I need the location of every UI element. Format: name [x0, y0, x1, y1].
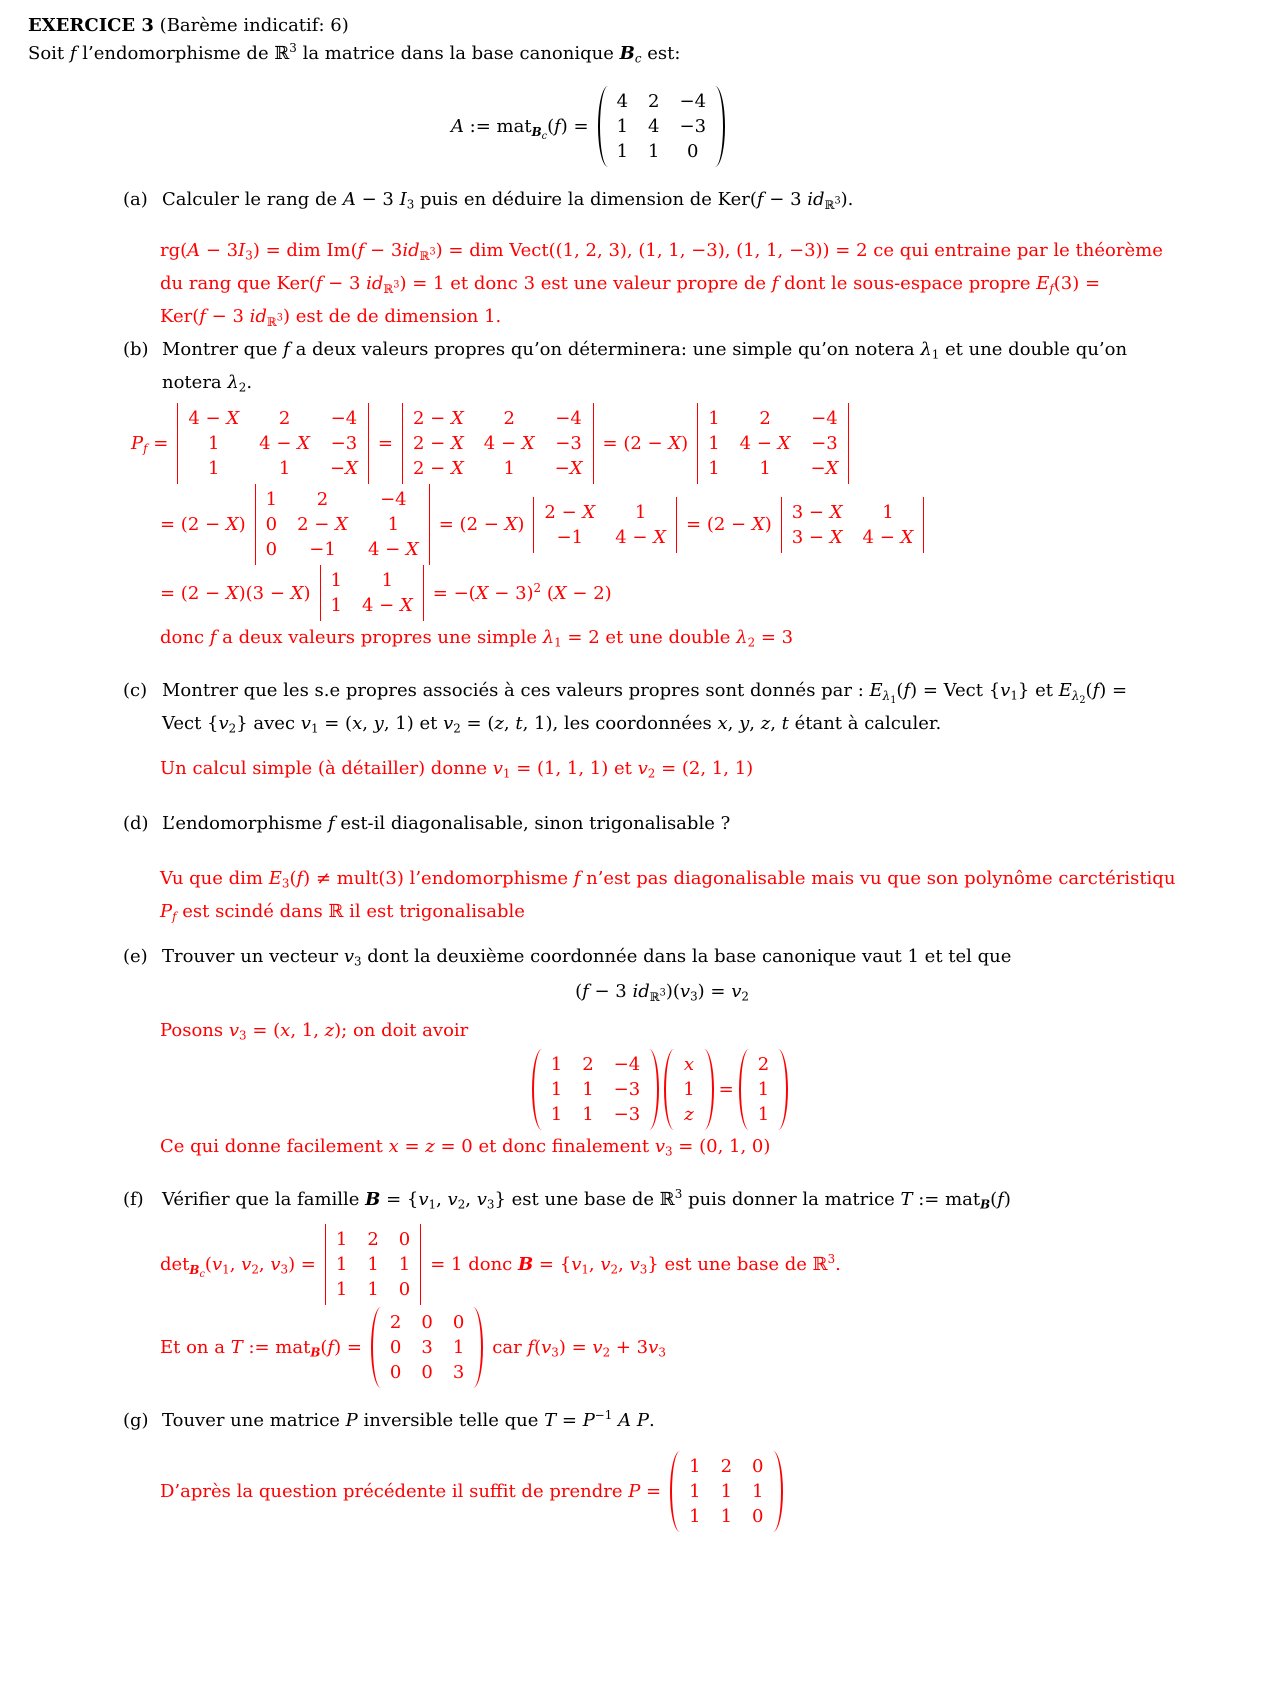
- pf-line-1-lead: $P_f$ =: [131, 433, 169, 456]
- item-g: [123, 1404, 1264, 1437]
- matrix-cell: 1: [550, 1079, 563, 1100]
- pf-line-3-result: = $-(X - 3)^2$ (X − 2): [432, 580, 612, 604]
- item-b-question-line-1: Montrer que f a deux valeurs propres qu’on déterminera: une simple qu’on notera $\lambda_1$ et une double qu’on: [162, 339, 1128, 362]
- matrix-cell: 3: [452, 1362, 465, 1383]
- matrix-cell: 1: [335, 1254, 348, 1275]
- pf-line-1-eq-2: = (2 − X): [602, 433, 689, 454]
- matrix-cell: −X: [329, 458, 358, 479]
- matrix-cell: 2: [503, 408, 515, 429]
- item-a-question-line: Calculer le rang de A − 3 $I_3$ puis en déduire la dimension de Ker(f − 3 $id_{ℝ^3}$).: [162, 189, 854, 212]
- solution-f-T-matrix: [371, 1307, 483, 1388]
- paren-left: [664, 1049, 674, 1130]
- matrix-grid: [680, 1451, 772, 1532]
- item-b-solution: [0, 403, 1264, 654]
- solution-e-matrix-system: [532, 1049, 659, 1130]
- matrix-grid: [322, 565, 422, 621]
- matrix-cell: 1: [616, 141, 629, 162]
- matrix-cell: 0: [452, 1312, 465, 1333]
- matrix-cell: 0: [389, 1362, 402, 1383]
- matrix-A-lead: A := mat$_{B_c}$(f) =: [450, 116, 589, 142]
- item-f-solution: [0, 1224, 1264, 1388]
- pf-line-1-eq-1: =: [377, 433, 393, 454]
- det-bar-right: [847, 403, 849, 484]
- paren-left: [670, 1451, 680, 1532]
- matrix-cell: 1: [757, 1079, 770, 1100]
- matrix-cell: 1: [689, 1506, 701, 1527]
- det-bar-right: [422, 565, 424, 621]
- matrix-cell: 0: [752, 1506, 764, 1527]
- matrix-cell: 1: [335, 1279, 348, 1300]
- matrix-cell: 1: [503, 458, 515, 479]
- solution-f-det-line: [160, 1224, 1264, 1305]
- matrix-cell: 1: [367, 1254, 379, 1275]
- pf-conclusion: donc f a deux valeurs propres une simple $\lambda_1 = 2$ et une double $\lambda_2 = 3$: [160, 627, 794, 650]
- matrix-cell: 2: [316, 489, 329, 510]
- matrix-cell: 0: [421, 1312, 433, 1333]
- item-c-question: [162, 674, 1264, 740]
- matrix-cell: 2: [720, 1456, 733, 1477]
- matrix-cell: 3: [421, 1337, 433, 1358]
- pf-line-2-det-3: [781, 497, 925, 553]
- matrix-cell: 2: [648, 91, 660, 112]
- intro-text: Soit f l’endomorphisme de ℝ$^3$ la matrice dans la base canonique $B_c$ est:: [28, 41, 681, 66]
- matrix-A: [598, 86, 725, 167]
- item-d-question-line: L’endomorphisme f est-il diagonalisable, sinon trigonalisable ?: [162, 813, 731, 834]
- matrix-cell: 1: [616, 116, 629, 137]
- solution-e-posons: Posons $v_3 = (x$, 1, z); on doit avoir: [160, 1020, 469, 1043]
- matrix-cell: 1: [882, 501, 894, 523]
- pf-line-1-det-1: [177, 403, 369, 484]
- pf-line-3-lead: = (2 − X)(3 − X): [160, 582, 311, 604]
- item-c-question-line-1: Montrer que les s.e propres associés à ces valeurs propres sont donnés par : $E_{\lambda_1}(f)$ = Vect $\{v_1\}$ et $E_{\lambda_2}(f)$ =: [162, 680, 1128, 706]
- matrix-cell: 0: [398, 1279, 411, 1300]
- matrix-cell: 1: [208, 433, 220, 454]
- item-f-question: [162, 1183, 1264, 1216]
- paren-left: [371, 1307, 381, 1388]
- matrix-cell: 0: [398, 1229, 411, 1250]
- matrix-cell: 4 − X: [739, 433, 791, 454]
- matrix-cell: 4 − X: [483, 433, 535, 454]
- matrix-cell: −4: [330, 408, 358, 429]
- solution-g-line: [160, 1451, 1264, 1532]
- matrix-cell: −X: [554, 458, 583, 479]
- matrix-grid: [381, 1307, 473, 1388]
- item-c-label: (c): [123, 680, 148, 701]
- solution-c-line: Un calcul simple (à détailler) donne $v_1 = (1$, 1, 1) et $v_2 = (2$, 1, 1): [160, 758, 754, 781]
- item-g-label: (g): [123, 1410, 149, 1431]
- solution-a-line-1: $rg(A - 3I_3)$ = dim $Im(f - 3id_{ℝ^3})$ = dim Vect((1, 2, 3), (1, 1, −3), (1, 1, −3)) = 2 ce qui entraine par le théorème: [160, 240, 1163, 263]
- matrix-cell: 2 − X: [544, 501, 596, 523]
- solution-f-T-lead: Et on a T := mat$_B$(f) =: [160, 1337, 362, 1360]
- item-b: [123, 333, 1264, 399]
- matrix-cell: 4: [648, 116, 660, 137]
- matrix-cell: 1: [330, 595, 342, 616]
- pf-line-2-eq-1: = (2 − X): [438, 514, 525, 535]
- matrix-cell: 4 − X: [862, 526, 914, 548]
- item-g-question: [162, 1404, 1264, 1437]
- matrix-cell: 1: [689, 1481, 701, 1502]
- matrix-grid: [699, 403, 847, 484]
- solution-d-line-2: $P_f$ est scindé dans ℝ il est trigonalisable: [160, 901, 525, 924]
- det-bar-right: [428, 484, 430, 565]
- paren-right: [715, 86, 725, 167]
- pf-line-1-det-2: [402, 403, 594, 484]
- item-d-question: [162, 807, 1264, 840]
- matrix-grid: [404, 403, 592, 484]
- matrix-grid: [179, 403, 367, 484]
- matrix-cell: −4: [811, 408, 838, 429]
- matrix-cell: −3: [613, 1079, 641, 1100]
- matrix-cell: −3: [555, 433, 582, 454]
- exercise-title-bold: EXERCICE 3: [28, 15, 154, 36]
- matrix-cell: 1: [265, 489, 278, 510]
- solution-g-P-matrix: [670, 1451, 782, 1532]
- item-d-solution: [160, 862, 1264, 928]
- matrix-cell: 1: [582, 1104, 594, 1125]
- matrix-cell: 1: [582, 1079, 594, 1100]
- item-b-question: [162, 333, 1264, 399]
- paren-right: [773, 1451, 783, 1532]
- matrix-cell: 1: [683, 1079, 695, 1100]
- pf-line-2: [160, 484, 1264, 565]
- matrix-cell: 0: [752, 1456, 764, 1477]
- matrix-grid: [674, 1049, 703, 1130]
- solution-e-equals: =: [718, 1079, 734, 1100]
- exercise-title: [28, 12, 1264, 40]
- matrix-cell: 4 − X: [259, 433, 310, 454]
- matrix-cell: −4: [613, 1054, 641, 1075]
- paren-right: [649, 1049, 659, 1130]
- item-b-question-line-2: notera $\lambda_2$.: [162, 372, 253, 395]
- matrix-grid: [257, 484, 428, 565]
- solution-e-matrix-rhs: [739, 1049, 788, 1130]
- item-e-display-equation: [30, 981, 1264, 1002]
- solution-f-T-line: [160, 1307, 1264, 1388]
- solution-f-det-result: = 1 donc $B = \{v_1$, $v_2$, $v_3$} est une base de ℝ$^3$.: [430, 1252, 841, 1277]
- matrix-cell: 1: [648, 141, 660, 162]
- matrix-cell: 1: [381, 570, 394, 591]
- matrix-cell: 1: [634, 501, 647, 523]
- item-c: [123, 674, 1264, 740]
- matrix-cell: 1: [208, 458, 220, 479]
- solution-e-matrix-unknowns: [664, 1049, 713, 1130]
- matrix-cell: −1: [309, 539, 336, 560]
- paren-right: [704, 1049, 714, 1130]
- solution-e-conclusion: Ce qui donne facilement x = z = 0 et donc finalement $v_3 = (0$, 1, 0): [160, 1136, 771, 1159]
- matrix-cell: 2 − X: [297, 514, 348, 535]
- det-bar-right: [592, 403, 594, 484]
- pf-line-2-lead: = (2 − X): [160, 514, 246, 535]
- matrix-cell: 1: [452, 1337, 465, 1358]
- solution-a-line-2: du rang que Ker(f − 3 $id_{ℝ^3}) = 1$ et donc 3 est une valeur propre de f dont le sous-espace propre $E_f(3)$ =: [160, 273, 1101, 296]
- pf-line-3-det-1: [320, 565, 424, 621]
- matrix-grid: [327, 1224, 419, 1305]
- matrix-cell: 1: [330, 570, 342, 591]
- solution-e-matrix-equation: [28, 1049, 1264, 1130]
- item-e: [123, 940, 1264, 973]
- matrix-cell: 1: [335, 1229, 348, 1250]
- matrix-cell: 2: [757, 1054, 770, 1075]
- matrix-cell: −3: [811, 433, 838, 454]
- pf-line-1-det-3: [697, 403, 849, 484]
- det-bar-right: [367, 403, 369, 484]
- matrix-cell: 0: [265, 514, 278, 535]
- matrix-cell: −1: [556, 526, 584, 548]
- item-b-label: (b): [123, 339, 149, 360]
- item-a: [123, 183, 1264, 216]
- pf-line-1: [131, 403, 1264, 484]
- det-bar-right: [675, 497, 677, 553]
- matrix-cell: 3 − X: [791, 526, 843, 548]
- item-e-question-line: Trouver un vecteur $v_3$ dont la deuxième coordonnée dans la base canonique vaut 1 et tel que: [162, 946, 1012, 969]
- matrix-grid: [542, 1049, 649, 1130]
- paren-left: [739, 1049, 749, 1130]
- matrix-cell: 1: [757, 1104, 770, 1125]
- matrix-cell: 2: [367, 1229, 379, 1250]
- item-f: [123, 1183, 1264, 1216]
- solution-f-T-reason: car $f(v_3) = v_2 + 3v_3$: [492, 1337, 666, 1360]
- matrix-cell: 1: [720, 1481, 733, 1502]
- matrix-cell: 1: [398, 1254, 411, 1275]
- exercise-title-rest: (Barème indicatif: 6): [153, 15, 349, 36]
- matrix-cell: 2 − X: [412, 408, 464, 429]
- solution-f-det: [325, 1224, 421, 1305]
- matrix-cell: −4: [679, 91, 707, 112]
- matrix-cell: −3: [330, 433, 358, 454]
- matrix-cell: −3: [679, 116, 707, 137]
- matrix-cell: 2: [389, 1312, 402, 1333]
- item-e-solution: [0, 1014, 1264, 1163]
- solution-a-line-3: Ker(f − 3 $id_{ℝ^3}$) est de de dimension 1.: [160, 306, 502, 329]
- matrix-cell: 1: [752, 1481, 764, 1502]
- matrix-cell: 0: [265, 539, 278, 560]
- item-c-question-line-2: Vect $\{v_2\}$ avec $v_1 = (x$, y, 1) et $v_2 = (z$, t, 1), les coordonnées x, y, z, t étant à calculer.: [162, 713, 942, 736]
- matrix-cell: 2: [759, 408, 771, 429]
- matrix-cell: 2: [582, 1054, 594, 1075]
- paren-right: [778, 1049, 788, 1130]
- matrix-cell: 1: [367, 1279, 379, 1300]
- matrix-cell: 0: [421, 1362, 433, 1383]
- solution-d-line-1: Vu que dim $E_3(f)$ ≠ mult(3) l’endomorphisme f n’est pas diagonalisable mais vu que son polynôme carctéristiqu: [160, 868, 1176, 891]
- matrix-cell: 4 − X: [367, 539, 419, 560]
- item-e-question: [162, 940, 1264, 973]
- matrix-cell: 1: [759, 458, 771, 479]
- det-bar-right: [419, 1224, 421, 1305]
- item-d-label: (d): [123, 813, 149, 834]
- matrix-cell: 1: [550, 1104, 563, 1125]
- matrix-grid: [783, 497, 923, 553]
- matrix-cell: 1: [708, 408, 720, 429]
- matrix-cell: 1: [278, 458, 291, 479]
- item-f-question-line: Vérifier que la famille $B = \{v_1$, $v_2$, $v_3$} est une base de ℝ$^3$ puis donner la matrice T := mat$_B$(f): [162, 1187, 1011, 1212]
- matrix-cell: −3: [613, 1104, 641, 1125]
- matrix-cell: 1: [689, 1456, 701, 1477]
- item-e-label: (e): [123, 946, 148, 967]
- item-a-label: (a): [123, 189, 148, 210]
- matrix-cell: 4: [616, 91, 629, 112]
- item-a-question: [162, 183, 1264, 216]
- paren-left: [598, 86, 608, 167]
- matrix-cell: 2 − X: [412, 433, 464, 454]
- matrix-cell: 1: [720, 1506, 733, 1527]
- matrix-cell: 1: [708, 433, 720, 454]
- matrix-cell: 1: [550, 1054, 563, 1075]
- item-d: [123, 807, 1264, 840]
- matrix-cell: 0: [687, 141, 699, 162]
- matrix-cell: 2 − X: [412, 458, 464, 479]
- matrix-cell: 2: [278, 408, 291, 429]
- item-g-solution: [0, 1451, 1264, 1532]
- matrix-grid: [749, 1049, 778, 1130]
- matrix-grid: [608, 86, 715, 167]
- matrix-grid: [535, 497, 675, 553]
- matrix-cell: x: [683, 1054, 695, 1075]
- pf-line-2-det-1: [255, 484, 430, 565]
- item-e-display-equation-text: (f − 3 $id_{ℝ^3})(v_3) = v_2$: [575, 981, 749, 1004]
- matrix-cell: z: [684, 1104, 694, 1125]
- matrix-cell: 4 − X: [615, 526, 667, 548]
- item-g-question-line: Touver une matrice P inversible telle que $T = P^{-1}$ A P.: [162, 1408, 655, 1431]
- matrix-A-equation: [0, 86, 1220, 167]
- solution-g-lead: D’après la question précédente il suffit de prendre P =: [160, 1481, 662, 1502]
- matrix-cell: 4 − X: [188, 408, 240, 429]
- matrix-cell: −4: [380, 489, 407, 510]
- pf-line-2-eq-2: = (2 − X): [686, 514, 772, 535]
- solution-f-det-lead: $\det_{B_c}(v_1$, $v_2$, $v_3$) =: [160, 1254, 316, 1280]
- matrix-cell: 0: [389, 1337, 402, 1358]
- pf-line-3: [160, 565, 1264, 621]
- paren-right: [473, 1307, 483, 1388]
- matrix-cell: −4: [555, 408, 582, 429]
- paren-left: [532, 1049, 542, 1130]
- item-c-solution: [160, 752, 1264, 785]
- matrix-cell: 3 − X: [791, 501, 843, 523]
- matrix-cell: 1: [387, 514, 400, 535]
- matrix-cell: 4 − X: [361, 595, 413, 616]
- det-bar-right: [922, 497, 924, 553]
- item-a-solution: [160, 234, 1264, 333]
- item-f-label: (f): [123, 1189, 144, 1210]
- pf-line-2-det-2: [533, 497, 677, 553]
- matrix-cell: 1: [708, 458, 720, 479]
- matrix-cell: −X: [810, 458, 839, 479]
